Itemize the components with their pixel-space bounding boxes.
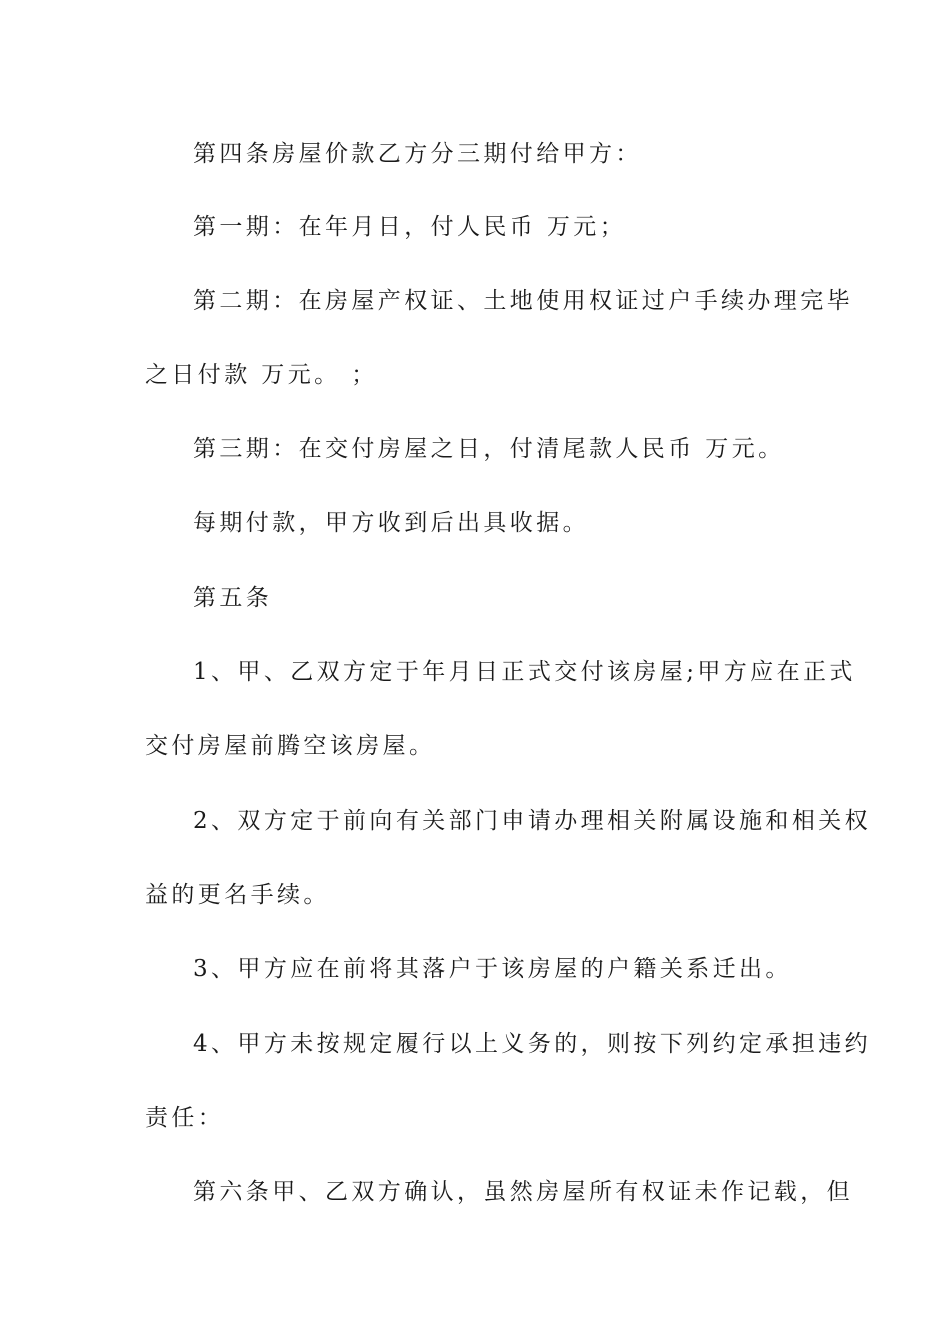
paragraph-receipt: 每期付款，甲方收到后出具收据。	[193, 510, 589, 536]
paragraph-article-5: 第五条	[193, 585, 273, 611]
paragraph-phase-1: 第一期：在年月日，付人民币 万元；	[193, 214, 627, 240]
paragraph-phase-3: 第三期：在交付房屋之日，付清尾款人民币 万元。	[193, 436, 785, 462]
paragraph-item-2-continued: 益的更名手续。	[145, 882, 330, 908]
paragraph-phase-2: 第二期：在房屋产权证、土地使用权证过户手续办理完毕	[193, 288, 853, 314]
paragraph-item-3: 3、甲方应在前将其落户于该房屋的户籍关系迁出。	[193, 956, 792, 982]
paragraph-item-2: 2、双方定于前向有关部门申请办理相关附属设施和相关权	[193, 808, 872, 834]
paragraph-item-1-continued: 交付房屋前腾空该房屋。	[145, 733, 436, 759]
paragraph-phase-2-continued: 之日付款 万元。 ；	[145, 362, 378, 388]
paragraph-item-4: 4、甲方未按规定履行以上义务的，则按下列约定承担违约	[193, 1031, 872, 1057]
paragraph-article-4: 第四条房屋价款乙方分三期付给甲方：	[193, 141, 642, 167]
paragraph-article-6: 第六条甲、乙双方确认，虽然房屋所有权证未作记载，但	[193, 1179, 853, 1205]
paragraph-item-4-continued: 责任：	[145, 1105, 225, 1131]
paragraph-item-1: 1、甲、乙双方定于年月日正式交付该房屋;甲方应在正式	[193, 659, 856, 685]
